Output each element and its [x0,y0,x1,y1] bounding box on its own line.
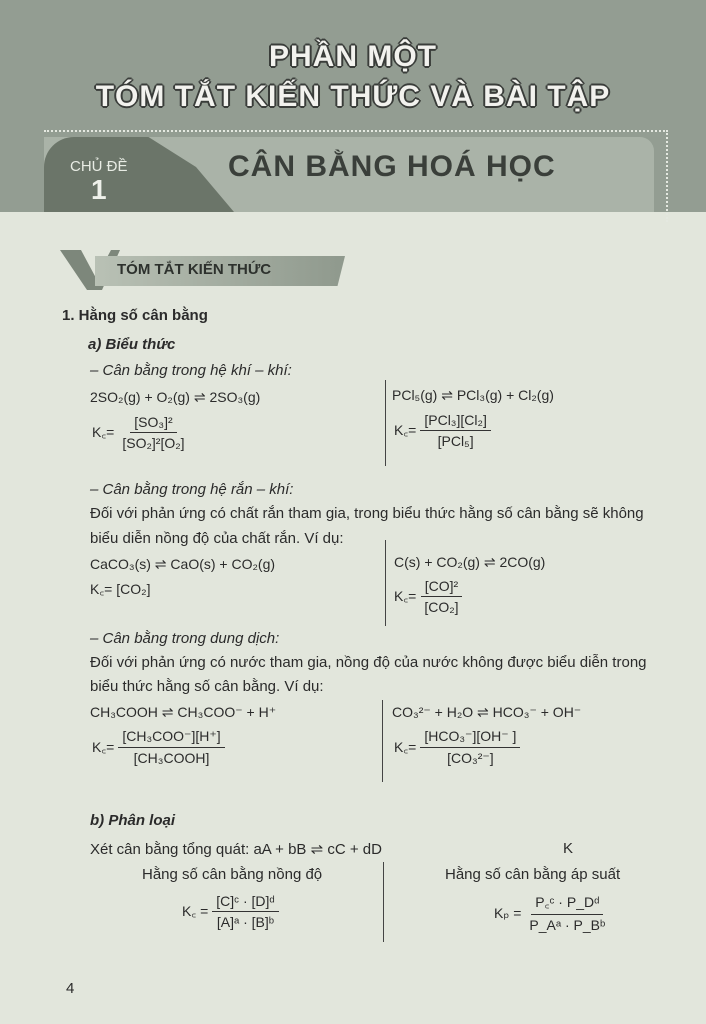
numerator: [C]ᶜ · [D]ᵈ [212,893,278,912]
denominator: [CH₃COOH] [133,750,210,766]
heading-a: a) Biểu thức [88,336,176,353]
denominator: [CO₃²⁻] [447,750,494,766]
kc-label: K꜀= [394,588,417,604]
denominator: [CO₂] [424,599,459,615]
numerator: [HCO₃⁻][OH⁻ ] [420,728,520,748]
equation: CaCO₃(s) ⇌ CaO(s) + CO₂(g) [90,556,276,572]
equation: 2SO₂(g) + O₂(g) ⇌ 2SO₃(g) [90,389,261,405]
general-equilibrium: Xét cân bằng tổng quát: aA + bB ⇌ cC + dD [90,841,382,858]
part-title: TÓM TẮT KIẾN THỨC VÀ BÀI TẬP [95,80,611,113]
kc-formula [92,414,189,451]
k-label: K [563,840,574,857]
paragraph: biểu diễn nồng độ của chất rắn. Ví dụ: [90,530,344,547]
topic-number: 1 [91,174,107,205]
page-number: 4 [66,980,75,997]
kc-formula [394,728,520,767]
paragraph: biểu thức hằng số cân bằng. Ví dụ: [90,678,324,695]
numerator: [CH₃COO⁻][H⁺] [118,728,224,748]
numerator: [SO₃]² [130,414,176,433]
heading-b: b) Phân loại [90,812,176,829]
topic-title: CÂN BẰNG HOÁ HỌC [228,150,556,183]
divider [385,380,386,466]
solution-label: – Cân bằng trong dung dịch: [90,630,280,647]
equation: PCl₅(g) ⇌ PCl₃(g) + Cl₂(g) [392,387,554,403]
solid-label: – Cân bằng trong hệ rắn – khí: [90,481,294,498]
press-title: Hằng số cân bằng áp suất [445,866,621,883]
divider [383,862,384,942]
kc-formula: K꜀= [CO₂] [90,581,151,597]
numerator: [CO]² [421,578,462,597]
kc-formula [92,728,225,766]
conc-title: Hằng số cân bằng nồng độ [142,866,323,883]
equation: CO₃²⁻ + H₂O ⇌ HCO₃⁻ + OH⁻ [392,704,582,720]
equation: CH₃COOH ⇌ CH₃COO⁻ + H⁺ [90,704,277,720]
divider [382,700,383,782]
paragraph: Đối với phản ứng có nước tham gia, nồng độ của nước không được biểu diễn trong [90,654,647,671]
heading-1: 1. Hằng số cân bằng [62,307,208,324]
kc-formula [394,578,463,615]
part-label: PHẦN MỘT [269,40,437,73]
kc-label: K꜀= [92,738,115,755]
kc-label: K꜀= [92,424,115,440]
equation: C(s) + CO₂(g) ⇌ 2CO(g) [394,554,546,570]
paragraph: Đối với phản ứng có chất rắn tham gia, trong biểu thức hằng số cân bằng sẽ không [90,505,644,522]
gas-label: – Cân bằng trong hệ khí – khí: [90,362,292,379]
kp-label: Kₚ = [494,904,522,921]
denominator: P_Aᵃ · P_Bᵇ [529,917,606,933]
kc-general-formula [182,893,279,930]
numerator: P꜀ᶜ · P_Dᵈ [531,893,603,915]
section-title: TÓM TẮT KIẾN THỨC [117,261,272,278]
chapter-header [0,0,706,212]
divider [385,540,386,626]
denominator: [SO₂]²[O₂] [122,435,185,451]
kc-label: K꜀= [394,739,417,755]
kc-label: K꜀= [394,422,417,438]
denominator: [A]ᵃ · [B]ᵇ [216,914,275,930]
numerator: [PCl₃][Cl₂] [420,412,490,431]
kp-general-formula [494,893,609,933]
kc-label: K꜀ = [182,903,209,919]
kc-formula [394,412,491,449]
topic-label: CHỦ ĐỀ [70,158,128,175]
denominator: [PCl₅] [437,433,474,449]
